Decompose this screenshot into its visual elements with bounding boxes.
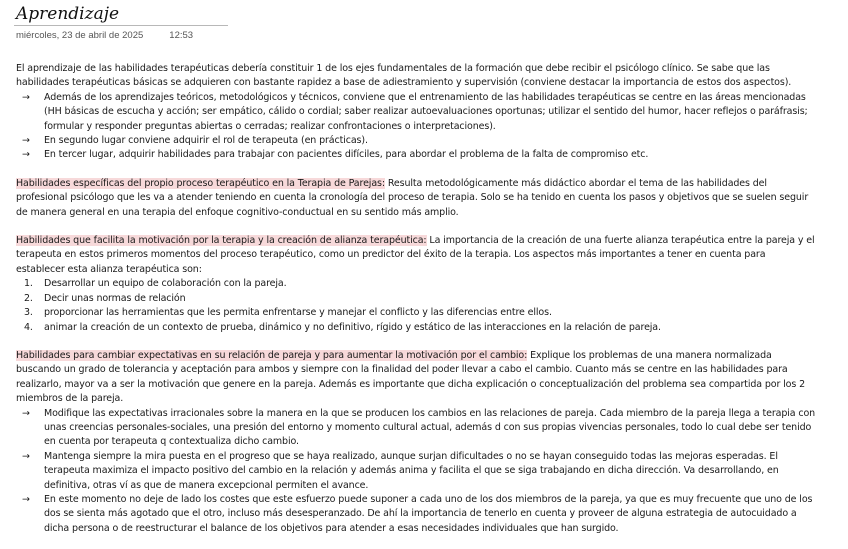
list-item <box>16 277 816 291</box>
arrow-icon: → <box>22 135 30 147</box>
list-item-text: En segundo lugar conviene adquirir el rol de terapeuta (en prácticas). <box>44 135 368 147</box>
note-content[interactable] <box>16 62 816 536</box>
list-item <box>16 91 816 134</box>
list-item <box>16 292 816 306</box>
section3-paragraph <box>16 349 816 407</box>
list-item <box>16 306 816 320</box>
section3-body: Explique los problemas de una manera normalizada buscando un grado de tolerancia y aceptación para ambos y siempre con la finalidad del poder llevar a cabo el cambio. Cuanto más se centre en las habilidades para realizarlo, mayor va a ser la motivación que genere en la pareja. Además es importante que dicha explicación o conceptualización del problema sea compartida por los 2 miembros de la pareja. <box>16 349 806 405</box>
list-item <box>16 321 816 335</box>
section2-heading: Habilidades que facilita la motivación por la terapia y la creación de alianza terapéutica: <box>16 235 427 247</box>
section2-numbered-list <box>16 277 816 335</box>
list-item-text: animar la creación de un contexto de prueba, dinámico y no definitivo, rígido y estático de las interacciones en la relación de pareja. <box>44 321 661 333</box>
intro-paragraph: El aprendizaje de las habilidades terapéuticas debería constituir 1 de los ejes fundamentales de la formación que debe recibir el psicólogo clínico. Se sabe que las habilidades terapéuticas básicas se adquieren con bastante rapidez a base de adiestramiento y supervisión (conviene destacar la importancia de estos dos aspectos). <box>16 63 792 89</box>
spacer <box>16 163 816 177</box>
list-item-text: proporcionar las herramientas que les permita enfrentarse y manejar el conflicto y las diferencias entre ellos. <box>44 307 552 319</box>
list-item <box>16 493 816 536</box>
list-number: 1. <box>24 278 33 290</box>
page-date: miércoles, 23 de abril de 2025 <box>16 30 144 41</box>
arrow-icon: → <box>22 407 30 419</box>
list-number: 4. <box>24 321 33 333</box>
list-item-text: En este momento no deje de lado los costes que este esfuerzo puede suponer a cada uno de los dos miembros de la pareja, ya que es muy frecuente que uno de los dos se sienta más agotado que el otro, incluso más desesperanzado. De ahí la importancia de tenerlo en cuenta y proveer de alguna estrategia de autocuidado a dicha persona o de reestructurar el balance de los objetivos para atender a esas necesidades individuales que han surgido. <box>44 493 813 534</box>
section2-paragraph <box>16 234 816 277</box>
arrow-icon: → <box>22 493 30 505</box>
list-number: 3. <box>24 307 33 319</box>
page-title[interactable]: Aprendizaje <box>16 4 120 24</box>
section3-heading: Habilidades para cambiar expectativas en su relación de pareja y para aumentar la motivación por el cambio: <box>16 349 528 361</box>
list-item-text: Decir unas normas de relación <box>44 292 186 304</box>
spacer <box>16 335 816 349</box>
section1-body: Resulta metodológicamente más didáctico abordar el tema de las habilidades del profesional psicólogo que les va a atender teniendo en cuenta la cronología del proceso de terapia. Solo se ha tenido en cuenta los pasos y objetivos que se suelen seguir de manera general en una terapia del enfoque cognitivo-conductual en su sentido más amplio. <box>16 177 809 218</box>
section2-body: La importancia de la creación de una fuerte alianza terapéutica entre la pareja y el terapeuta en estos primeros momentos del proceso terapéutico, como un predictor del éxito de la terapia. Los aspectos más importantes a tener en cuenta para establecer esta alianza terapéutica son: <box>16 235 815 275</box>
spacer <box>16 220 816 234</box>
list-item-text: Además de los aprendizajes teóricos, metodológicos y técnicos, conviene que el entrenamiento de las habilidades terapéuticas se centre en las áreas mencionadas (HH básicas de escucha y acción; ser empático, cálido o cordial; saber realizar autoevaluaciones oportunas; utilizar el sentido del humor, hacer reflejos o paráfrasis; formular y responder preguntas abiertas o cerradas; realizar confrontaciones o interpretaciones). <box>44 91 808 132</box>
arrow-icon: → <box>22 149 30 161</box>
intro-bullet-list <box>16 91 816 163</box>
page-time: 12:53 <box>169 30 194 41</box>
list-item <box>16 134 816 148</box>
section1-paragraph <box>16 177 816 220</box>
list-item <box>16 450 816 493</box>
list-item <box>16 148 816 162</box>
arrow-icon: → <box>22 450 30 462</box>
arrow-icon: → <box>22 91 30 103</box>
title-underline <box>14 25 228 26</box>
list-item-text: Modifique las expectativas irracionales sobre la manera en la que se producen los cambios en las relaciones de pareja. Cada miembro de la pareja llega a terapia con unas creencias personales-sociales, una presión del entorno y momento cultural actual, además d con sus propias vivencias personales, todo lo cual debe ser tenido en cuenta por terapeuta q contextualiza dicho cambio. <box>44 407 816 448</box>
page-meta <box>16 30 193 41</box>
list-item-text: Desarrollar un equipo de colaboración con la pareja. <box>44 278 287 290</box>
section1-heading: Habilidades específicas del propio proceso terapéutico en la Terapia de Parejas: <box>16 177 385 189</box>
list-item-text: En tercer lugar, adquirir habilidades para trabajar con pacientes difíciles, para abordar el problema de la falta de compromiso etc. <box>44 149 649 161</box>
list-item-text: Mantenga siempre la mira puesta en el progreso que se haya realizado, aunque surjan dificultades o no se hayan conseguido todas las mejoras esperadas. El terapeuta maximiza el impacto positivo del cambio en la relación y además anima y facilita el que se siga trabajando en dicha dirección. Va desarrollando, en definitiva, otras ví as que de manera excepcional permiten el avance. <box>44 450 779 491</box>
section3-bullet-list <box>16 407 816 537</box>
list-item <box>16 407 816 450</box>
list-number: 2. <box>24 292 33 304</box>
